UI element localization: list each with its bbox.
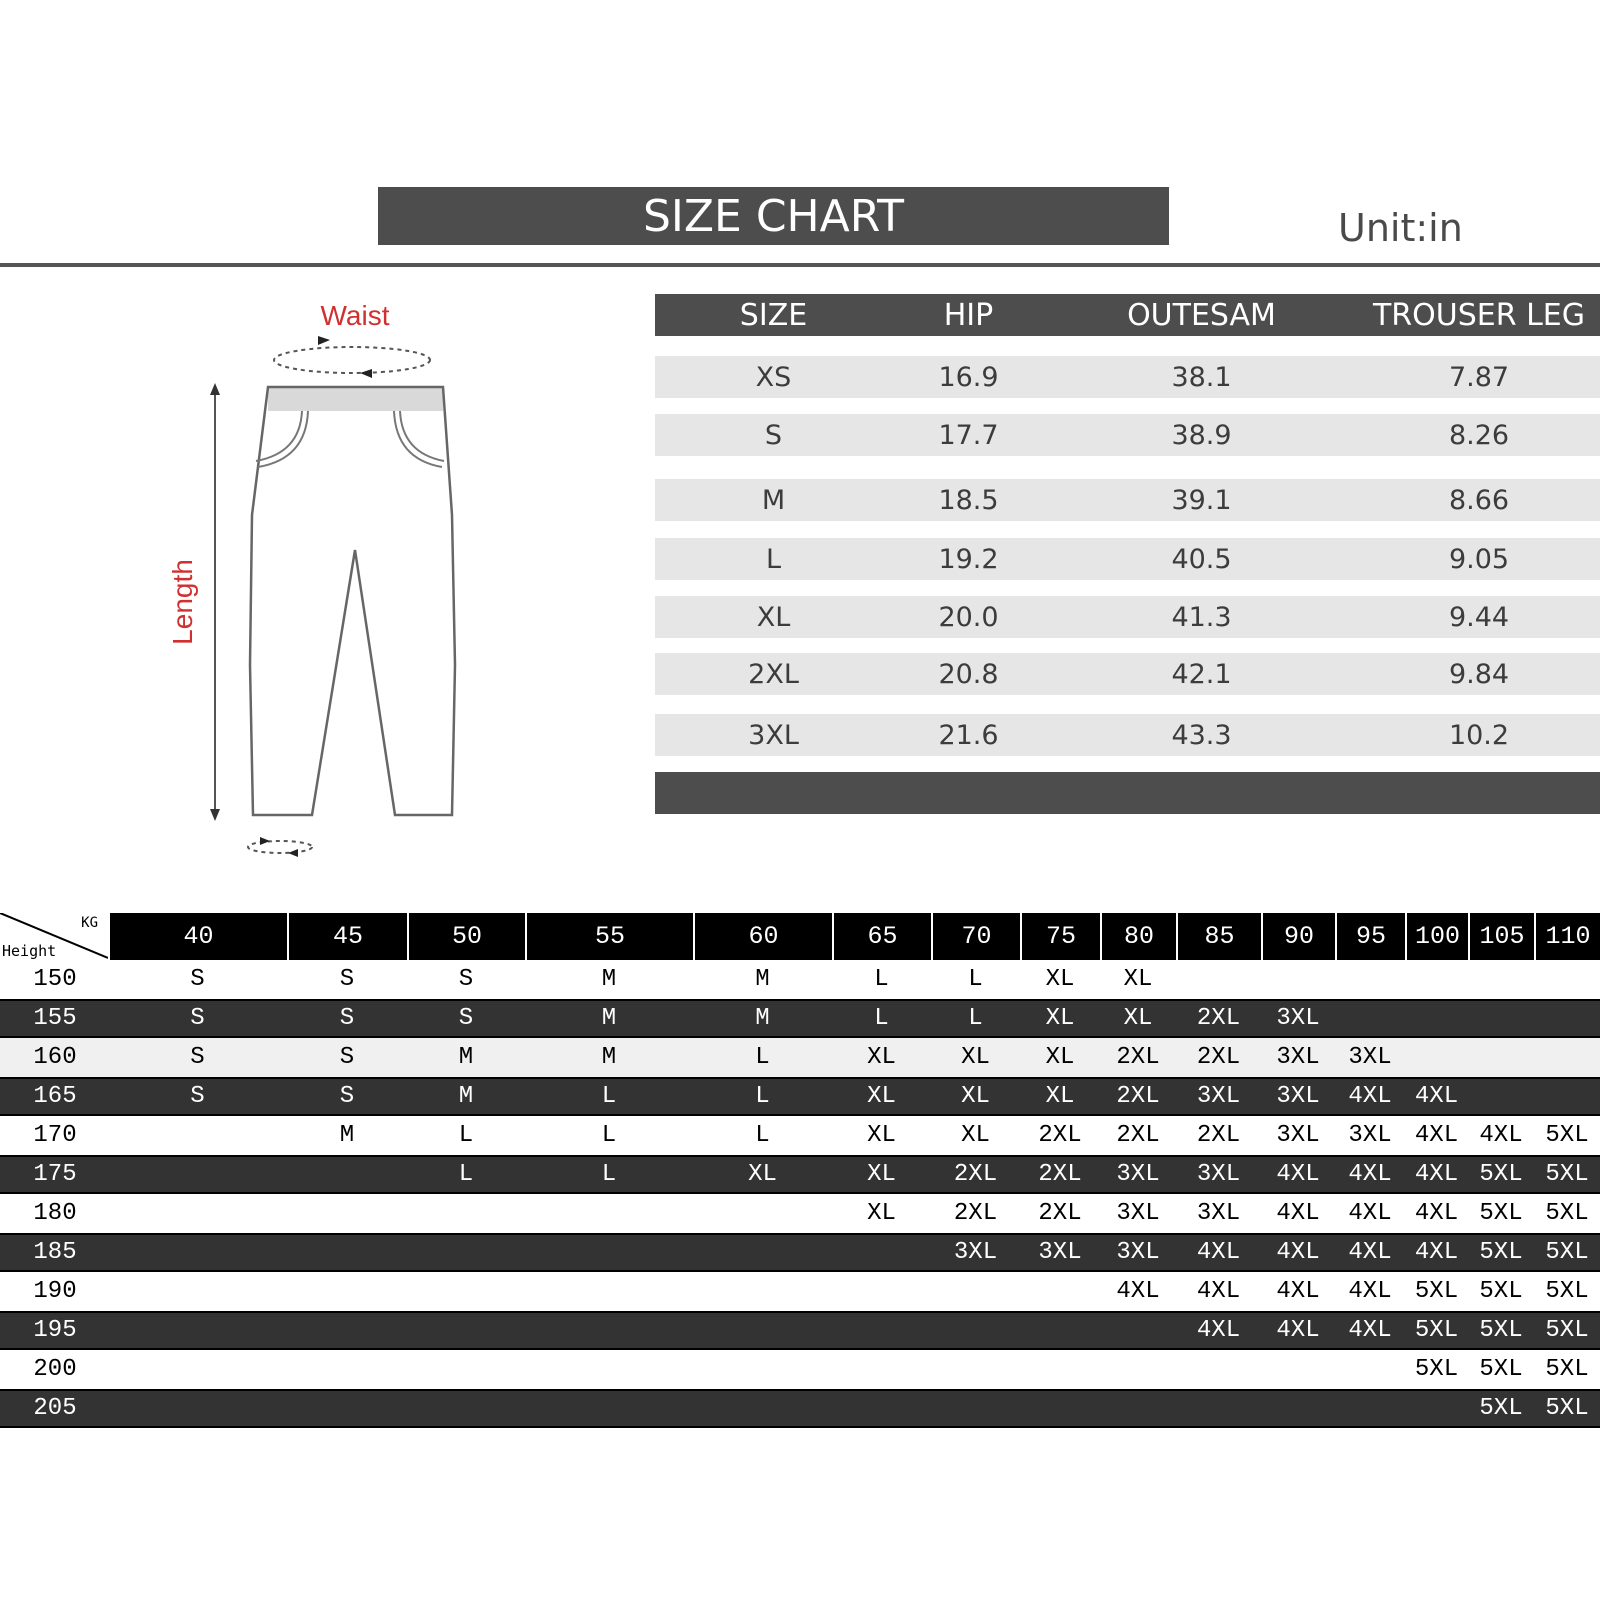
height-row (0, 1077, 1600, 1116)
size-recommendation-cell: 5XL (1479, 1317, 1523, 1344)
size-recommendation-cell: XL (1045, 1044, 1075, 1071)
size-recommendation-cell: 5XL (1545, 1122, 1589, 1149)
size-recommendation-cell: 3XL (1116, 1239, 1160, 1266)
height-row (0, 1233, 1600, 1272)
size-recommendation-cell: L (968, 1005, 983, 1032)
measurement-row (655, 653, 1600, 695)
size-recommendation-cell: XL (867, 1200, 896, 1227)
size-recommendation-cell: 4XL (1414, 1161, 1459, 1188)
weight-header-cell: 45 (287, 913, 407, 960)
size-recommendation-cell: 5XL (1414, 1278, 1459, 1305)
size-recommendation-cell: 4XL (1348, 1083, 1392, 1110)
size-recommendation-cell: 5XL (1545, 1356, 1589, 1383)
height-row (0, 1155, 1600, 1194)
size-recommendation-cell: 3XL (1116, 1161, 1160, 1188)
weight-header-cell: 110 (1534, 913, 1600, 960)
size-recommendation-cell: 4XL (1276, 1161, 1320, 1188)
weight-header-cell: 95 (1335, 913, 1405, 960)
header-size: SIZE (739, 297, 808, 333)
size-recommendation-cell: XL (961, 1083, 990, 1110)
size-recommendation-cell: 5XL (1414, 1356, 1459, 1383)
waist-label: Waist (320, 300, 390, 331)
size-recommendation-cell: 4XL (1276, 1200, 1320, 1227)
size-recommendation-cell: 3XL (1116, 1200, 1160, 1227)
size-recommendation-cell: L (755, 1083, 770, 1110)
measurement-row (655, 714, 1600, 756)
trouser-leg-cell: 10.2 (1448, 719, 1510, 751)
height-row (0, 960, 1600, 999)
corner-kg-label: KG (81, 915, 98, 931)
height-cell: 175 (33, 1161, 77, 1188)
leg-arrow-right (260, 837, 270, 845)
size-recommendation-cell: XL (1045, 1005, 1075, 1032)
size-cell: S (764, 419, 783, 451)
size-recommendation-cell: XL (1045, 966, 1075, 993)
weight-header-row (0, 913, 1600, 960)
hip-cell: 21.6 (938, 719, 999, 751)
size-recommendation-cell: L (601, 1083, 617, 1110)
height-row (0, 1389, 1600, 1428)
weight-header-cell: 60 (693, 913, 832, 960)
size-recommendation-cell: 4XL (1348, 1200, 1392, 1227)
size-recommendation-cell: L (874, 1005, 889, 1032)
size-recommendation-cell: 4XL (1276, 1239, 1320, 1266)
height-row (0, 1350, 1600, 1389)
trouser-leg-cell: 7.87 (1448, 361, 1510, 393)
size-recommendation-cell: S (190, 966, 205, 993)
size-recommendation-cell: XL (867, 1161, 896, 1188)
size-recommendation-cell: XL (867, 1083, 896, 1110)
weight-header-cell: 55 (525, 913, 693, 960)
size-recommendation-cell: 3XL (1038, 1239, 1082, 1266)
size-recommendation-cell: M (601, 1005, 617, 1032)
size-recommendation-cell: 2XL (953, 1200, 998, 1227)
measurement-row (655, 414, 1600, 456)
size-recommendation-cell: 2XL (1196, 1044, 1241, 1071)
height-cell: 195 (33, 1317, 77, 1344)
height-cell: 150 (33, 966, 77, 993)
weight-header-cell: 80 (1100, 913, 1176, 960)
size-recommendation-cell: 4XL (1479, 1122, 1523, 1149)
size-recommendation-cell: S (339, 1005, 355, 1032)
size-recommendation-cell: XL (867, 1044, 896, 1071)
size-cell: 2XL (748, 658, 799, 690)
measurement-row (655, 538, 1600, 580)
hip-cell: 19.2 (938, 543, 999, 575)
height-cell: 160 (33, 1044, 77, 1071)
hip-cell: 18.5 (938, 484, 999, 516)
measurement-row (655, 596, 1600, 638)
size-recommendation-cell: 2XL (1038, 1200, 1082, 1227)
leg-arrow-left (288, 849, 298, 857)
header-hip: HIP (943, 297, 994, 333)
size-recommendation-cell: 5XL (1545, 1239, 1589, 1266)
size-recommendation-cell: 5XL (1479, 1239, 1523, 1266)
hip-cell: 20.8 (938, 658, 999, 690)
outesam-cell: 40.5 (1171, 543, 1232, 575)
size-recommendation-cell: 4XL (1414, 1200, 1459, 1227)
height-row (0, 1272, 1600, 1311)
size-recommendation-cell: L (874, 966, 889, 993)
size-recommendation-cell: 5XL (1479, 1278, 1523, 1305)
length-arrow-top (210, 383, 220, 395)
size-recommendation-cell: XL (867, 1122, 896, 1149)
size-recommendation-cell: 4XL (1414, 1239, 1459, 1266)
size-recommendation-cell: XL (1045, 1083, 1075, 1110)
weight-header-cell: 90 (1261, 913, 1335, 960)
trouser-leg-cell: 8.66 (1448, 484, 1510, 516)
trouser-leg-cell: 9.84 (1448, 658, 1510, 690)
measurement-row (655, 479, 1600, 521)
size-recommendation-cell: 4XL (1348, 1161, 1392, 1188)
size-recommendation-cell: 2XL (1038, 1122, 1082, 1149)
size-recommendation-cell: 5XL (1545, 1278, 1589, 1305)
header-divider (0, 263, 1600, 267)
size-recommendation-cell: 3XL (953, 1239, 998, 1266)
size-recommendation-cell: 4XL (1276, 1317, 1320, 1344)
size-recommendation-cell: 5XL (1414, 1317, 1459, 1344)
size-recommendation-cell: 4XL (1348, 1278, 1392, 1305)
height-cell: 190 (33, 1278, 77, 1305)
trouser-leg-cell: 8.26 (1448, 419, 1510, 451)
size-recommendation-cell: 3XL (1348, 1122, 1392, 1149)
size-chart-title: SIZE CHART (378, 187, 1169, 245)
size-recommendation-cell: 3XL (1276, 1005, 1320, 1032)
size-cell: M (761, 484, 786, 516)
size-recommendation-cell: L (458, 1161, 474, 1188)
height-row (0, 1194, 1600, 1233)
size-recommendation-cell: S (458, 1005, 474, 1032)
size-recommendation-cell: 3XL (1196, 1161, 1241, 1188)
size-recommendation-cell: XL (748, 1161, 777, 1188)
size-recommendation-cell: 4XL (1348, 1239, 1392, 1266)
leg-opening-measure-loop (248, 841, 312, 853)
measurement-footer-bar (655, 772, 1600, 814)
right-pocket (400, 411, 444, 461)
size-recommendation-cell: 4XL (1196, 1239, 1241, 1266)
size-recommendation-cell: S (190, 1005, 205, 1032)
height-cell: 170 (33, 1122, 77, 1149)
waist-measure-loop (274, 347, 430, 373)
size-recommendation-cell: 3XL (1276, 1083, 1320, 1110)
size-recommendation-cell: 3XL (1276, 1122, 1320, 1149)
outesam-cell: 43.3 (1171, 719, 1232, 751)
outesam-cell: 41.3 (1171, 601, 1232, 633)
size-recommendation-cell: L (755, 1122, 770, 1149)
size-recommendation-cell: XL (961, 1122, 990, 1149)
size-recommendation-cell: 2XL (953, 1161, 998, 1188)
outesam-cell: 38.1 (1171, 361, 1232, 393)
header-trouser-leg: TROUSER LEG (1372, 297, 1586, 333)
height-cell: 165 (33, 1083, 77, 1110)
size-recommendation-cell: 4XL (1196, 1317, 1241, 1344)
waist-arrow-right (318, 336, 330, 345)
size-recommendation-cell: M (601, 1044, 617, 1071)
size-recommendation-cell: S (190, 1083, 205, 1110)
height-row (0, 999, 1600, 1038)
size-recommendation-cell: M (601, 966, 617, 993)
trouser-waistband (268, 387, 443, 411)
height-cell: 180 (33, 1200, 77, 1227)
height-row (0, 1038, 1600, 1077)
size-recommendation-cell: S (458, 966, 474, 993)
size-recommendation-cell: M (458, 1083, 474, 1110)
size-recommendation-cell: 2XL (1116, 1044, 1160, 1071)
size-recommendation-cell: XL (961, 1044, 990, 1071)
height-cell: 200 (33, 1356, 77, 1383)
size-recommendation-cell: XL (1123, 1005, 1153, 1032)
length-label: Length (167, 559, 198, 645)
weight-header-cell: 40 (108, 913, 287, 960)
size-recommendation-cell: 5XL (1479, 1356, 1523, 1383)
size-recommendation-cell: 3XL (1348, 1044, 1392, 1071)
size-recommendation-cell: M (339, 1122, 355, 1149)
size-cell: 3XL (748, 719, 799, 751)
hip-cell: 17.7 (938, 419, 999, 451)
size-recommendation-cell: 5XL (1545, 1317, 1589, 1344)
outesam-cell: 42.1 (1171, 658, 1232, 690)
size-recommendation-cell: L (755, 1044, 770, 1071)
size-recommendation-cell: L (601, 1161, 617, 1188)
corner-height-label: Height (2, 942, 57, 960)
header-outesam: OUTESAM (1127, 297, 1276, 333)
size-recommendation-cell: S (339, 1044, 355, 1071)
size-recommendation-cell: S (190, 1044, 205, 1071)
size-recommendation-cell: 3XL (1196, 1200, 1241, 1227)
size-recommendation-cell: M (755, 966, 770, 993)
height-row (0, 1311, 1600, 1350)
size-recommendation-cell: 4XL (1414, 1122, 1459, 1149)
size-recommendation-cell: 5XL (1479, 1161, 1523, 1188)
height-cell: 205 (33, 1395, 77, 1422)
size-recommendation-cell: 2XL (1116, 1083, 1160, 1110)
trouser-leg-cell: 9.44 (1448, 601, 1510, 633)
size-recommendation-cell: S (339, 966, 355, 993)
size-recommendation-cell: L (968, 966, 983, 993)
unit-label: Unit:in (1338, 206, 1463, 250)
hip-cell: 20.0 (938, 601, 999, 633)
weight-header-cell: 50 (407, 913, 525, 960)
height-cell: 185 (33, 1239, 77, 1266)
weight-header-cell: 105 (1468, 913, 1534, 960)
size-cell: L (765, 543, 782, 575)
corner-cell (0, 913, 108, 960)
size-recommendation-cell: 5XL (1479, 1395, 1523, 1422)
size-recommendation-cell: 4XL (1196, 1278, 1241, 1305)
weight-header-cell: 65 (832, 913, 931, 960)
length-arrow-bottom (210, 809, 220, 821)
hip-cell: 16.9 (938, 361, 999, 393)
weight-header-cell: 100 (1405, 913, 1468, 960)
size-recommendation-cell: 3XL (1196, 1083, 1241, 1110)
size-recommendation-cell: 3XL (1276, 1044, 1320, 1071)
size-recommendation-cell: 5XL (1545, 1395, 1589, 1422)
size-recommendation-cell: 2XL (1116, 1122, 1160, 1149)
size-recommendation-cell: 2XL (1196, 1122, 1241, 1149)
size-recommendation-cell: 4XL (1348, 1317, 1392, 1344)
size-recommendation-cell: 4XL (1116, 1278, 1160, 1305)
size-recommendation-cell: 4XL (1414, 1083, 1459, 1110)
size-recommendation-cell: 5XL (1479, 1200, 1523, 1227)
size-cell: XS (755, 361, 792, 393)
size-recommendation-cell: S (339, 1083, 355, 1110)
height-row (0, 1116, 1600, 1155)
size-recommendation-cell: M (755, 1005, 770, 1032)
weight-header-cell: 85 (1176, 913, 1261, 960)
size-recommendation-cell: L (601, 1122, 617, 1149)
size-recommendation-cell: 4XL (1276, 1278, 1320, 1305)
weight-header-cell: 70 (931, 913, 1020, 960)
measurement-row (655, 356, 1600, 398)
size-recommendation-cell: L (458, 1122, 474, 1149)
measurement-header-row (655, 294, 1600, 336)
trouser-leg-cell: 9.05 (1448, 543, 1510, 575)
waist-arrow-left (360, 369, 372, 378)
size-recommendation-cell: 5XL (1545, 1161, 1589, 1188)
weight-header-cell: 75 (1020, 913, 1100, 960)
size-recommendation-cell: M (458, 1044, 474, 1071)
size-recommendation-cell: 2XL (1196, 1005, 1241, 1032)
outesam-cell: 38.9 (1171, 419, 1232, 451)
size-cell: XL (756, 601, 791, 633)
outesam-cell: 39.1 (1171, 484, 1232, 516)
trouser-diagram (150, 295, 480, 865)
size-recommendation-cell: 2XL (1038, 1161, 1082, 1188)
size-recommendation-cell: XL (1123, 966, 1153, 993)
size-recommendation-cell: 5XL (1545, 1200, 1589, 1227)
height-cell: 155 (33, 1005, 77, 1032)
